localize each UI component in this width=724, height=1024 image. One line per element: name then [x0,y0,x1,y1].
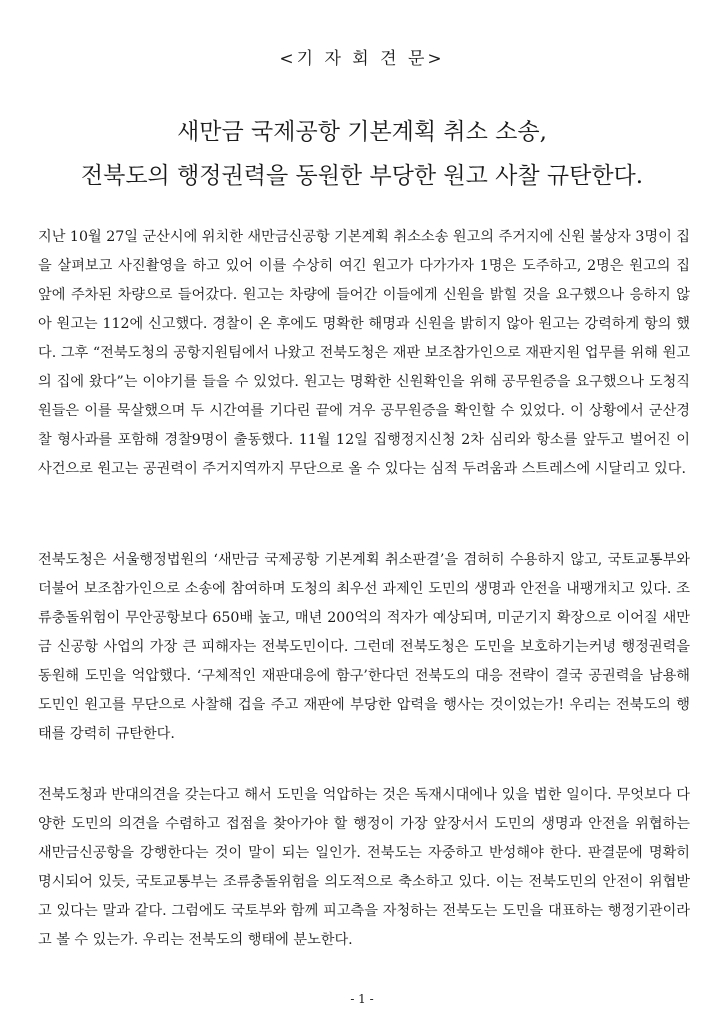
title-line-2: 전북도의 행정권력을 동원한 부당한 원고 사찰 규탄한다. [80,163,644,189]
paragraph-2: 전북도청은 서울행정법원의 ‘새만금 국제공항 기본계획 취소판결’을 겸허히 수용하지 않고, 국토교통부와 더불어 보조참가인으로 소송에 참여하며 도청의 최우선 과제인 도민의 생명과 안전을 내팽개치고 있다. 조류충돌위험이 무안공항보다 650배 높고, 매년 200억의 적자가 예상되며, 미군기지 확장으로 이어질 새만금 신공항 사업의 가장 큰 피해자는 전북도민이다. 그런데 전북도청은 도민을 보호하기는커녕 행정권력을 동원해 도민을 억압했다. ‘구체적인 재판대응에 함구’한다던 전북도의 대응 전략이 결국 공권력을 남용해 도민인 원고를 무단으로 사찰해 겁을 주고 재판에 부당한 압력을 행사는 것이었는가! 우리는 전북도의 행태를 강력히 규탄한다. [38,552,690,742]
paragraph-1: 지난 10월 27일 군산시에 위치한 새만금신공항 기본계획 취소소송 원고의 주거지에 신원 불상자 3명이 집을 살펴보고 사진촬영을 하고 있어 이를 수상히 여긴 원고가 다가가자 1명은 도주하고, 2명은 원고의 집 앞에 주차된 차량으로 들어갔다. 원고는 차량에 들어간 이들에게 신원을 밝힐 것을 요구했으나 응하지 않아 원고는 112에 신고했다. 경찰이 온 후에도 명확한 해명과 신원을 밝히지 않아 원고는 강력하게 항의 했다. 그후 “전북도청의 공항지원팀에서 나왔고 전북도청은 재판 보조참가인으로 재판지원 업무를 위해 원고의 집에 왔다”는 이야기를 들을 수 있었다. 원고는 명확한 신원확인을 위해 공무원증을 요구했으나 도청직원들은 이를 묵살했으며 두 시간여를 기다린 끝에 겨우 공무원증을 확인할 수 있었다. 이 상황에서 군산경찰 형사과를 포함해 경찰9명이 출동했다. 11월 12일 집행정지신청 2차 심리와 항소를 앞두고 벌어진 이 사건으로 원고는 공권력이 주거지역까지 무단으로 올 수 있다는 심적 두려움과 스트레스에 시달리고 있다. [38,229,690,477]
document-type-label: <기 자 회 견 문> [279,49,445,69]
page-number: - 1 - [350,992,374,1006]
document-title [0,110,724,198]
paragraph-3: 전북도청과 반대의견을 갖는다고 해서 도민을 억압하는 것은 독재시대에나 있을 법한 일이다. 무엇보다 다양한 도민의 의견을 수렴하고 접점을 찾아가야 할 행정이 가장 앞장서서 도민의 생명과 안전을 위협하는 새만금신공항을 강행한다는 것이 말이 되는 일인가. 전북도는 자중하고 반성해야 한다. 판결문에 명확히 명시되어 있듯, 국토교통부는 조류충돌위험을 의도적으로 축소하고 있다. 이는 전북도민의 안전이 위협받고 있다는 말과 같다. 그럼에도 국토부와 함께 피고측을 자청하는 전북도는 도민을 대표하는 행정기관이라고 볼 수 있는가. 우리는 전북도의 행태에 분노한다. [38,787,690,948]
title-line-1: 새만금 국제공항 기본계획 취소 소송, [177,119,547,145]
